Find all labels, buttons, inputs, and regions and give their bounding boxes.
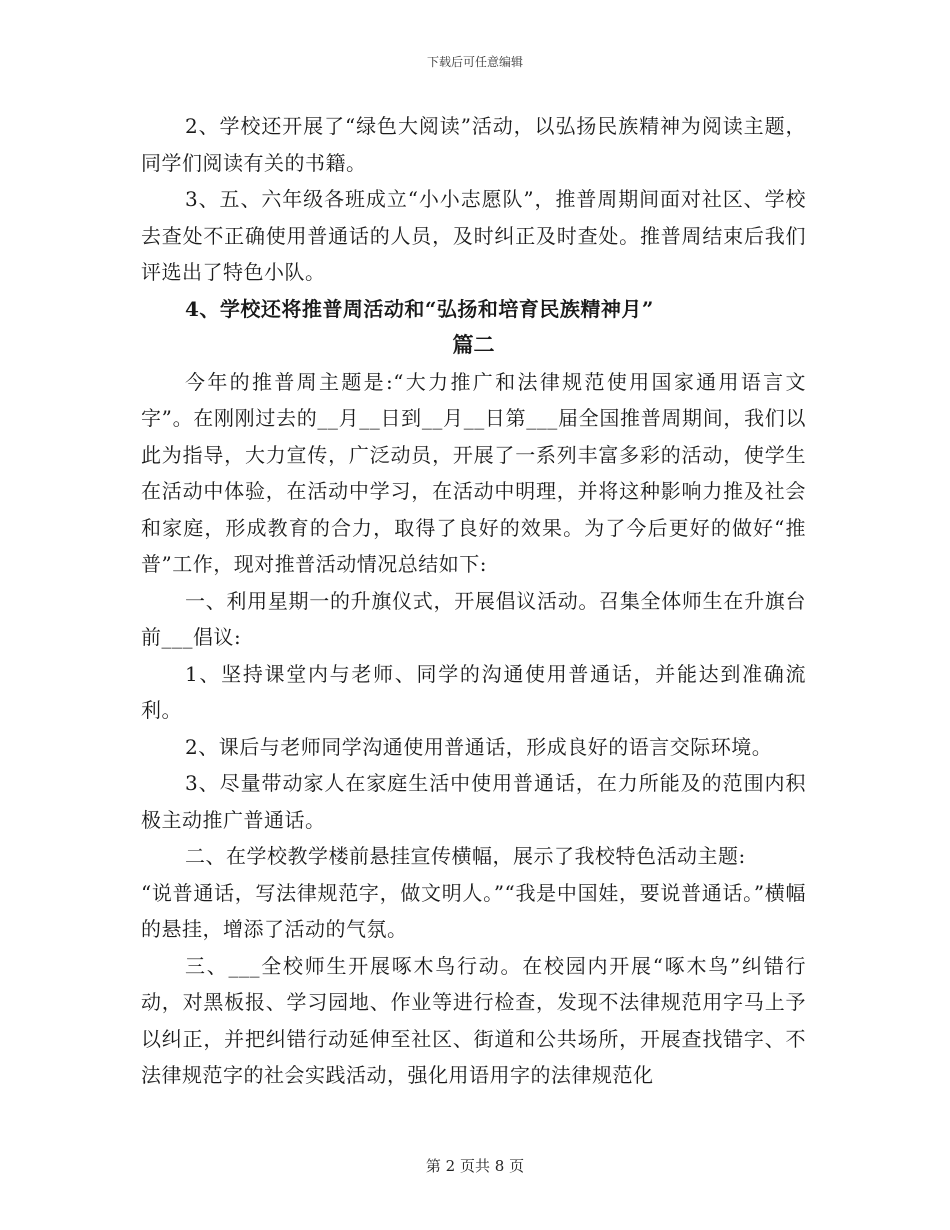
document-body	[141, 108, 806, 1094]
paragraph: 一、利用星期一的升旗仪式，开展倡议活动。召集全体师生在升旗台前___倡议:	[141, 588, 806, 649]
page-footer: 第 2 页共 8 页	[425, 1157, 525, 1175]
paragraph: 3、五、六年级各班成立“小小志愿队”，推普周期间面对社区、学校去查处不正确使用普通话的人员，及时纠正及时查处。推普周结束后我们评选出了特色小队。	[141, 187, 806, 284]
section-heading: 篇二	[452, 332, 495, 357]
bold-paragraph: 4、学校还将推普周活动和“弘扬和培育民族精神月”	[185, 296, 654, 321]
paragraph: 3、尽量带动家人在家庭生活中使用普通话，在力所能及的范围内积极主动推广普通话。	[141, 771, 806, 832]
page-header: 下载后可任意编辑	[426, 55, 523, 69]
paragraph: 今年的推普周主题是:“大力推广和法律规范使用国家通用语言文字”。在刚刚过去的__月__日到__月__日第___届全国推普周期间，我们以此为指导，大力宣传，广泛动员，开展了一系列丰富多彩的活动，使学生在活动中体验，在活动中学习，在活动中明理，并将这种影响力推及社会和家庭，形成教育的合力，取得了良好的效果。为了今后更好的做好“推普”工作，现对推普活动情况总结如下:	[141, 369, 806, 576]
paragraph: 二、在学校教学楼前悬挂宣传横幅，展示了我校特色活动主题:	[185, 844, 746, 868]
paragraph: “说普通话，写法律规范字，做文明人。”“我是中国娃，要说普通话。”横幅的悬挂，增添了活动的气氛。	[141, 880, 806, 941]
paragraph: 1、坚持课堂内与老师、同学的沟通使用普通话，并能达到准确流利。	[141, 661, 806, 722]
paragraph: 三、___全校师生开展啄木鸟行动。在校园内开展“啄木鸟”纠错行动，对黑板报、学习园地、作业等进行检查，发现不法律规范用字马上予以纠正，并把纠错行动延伸至社区、街道和公共场所，开展查找错字、不法律规范字的社会实践活动，强化用语用字的法律规范化	[141, 953, 806, 1087]
paragraph: 2、学校还开展了“绿色大阅读”活动，以弘扬民族精神为阅读主题，同学们阅读有关的书籍。	[141, 114, 806, 175]
paragraph: 2、课后与老师同学沟通使用普通话，形成良好的语言交际环境。	[185, 734, 773, 759]
